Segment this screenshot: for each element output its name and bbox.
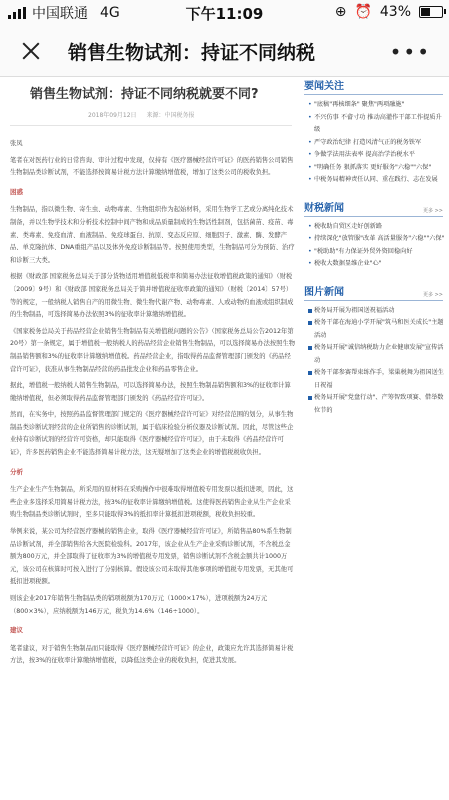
news-link[interactable]: 税务局开展"诚信纳税助力企业健康发展"宣传活动 xyxy=(308,342,445,367)
paragraph: 举例来说，某公司为经营医疗器械的销售企业，取得《医疗器械经营许可证》，所销售品80%系生物制品诊断试剂，并全部销售给各大医院检验科。2017年，该企业从生产企业采购诊断试剂，不含税总金额为800万元，并全部取得了征收率为3%的增值税专用发票，销售诊断试剂不含税金额共计1000万元，该公司在核算时可按入进行了分别核算。假设该公司未取得其他事项的增值税专用发票，无其他可抵扣进项税额。 xyxy=(10,528,294,586)
paragraph: 则该企业2017年销售生物制品类的销项税额为170万元（1000×17%），进项税额为24万元（800×3%），应纳税额为146万元，税负为14.6%（146÷1000）。 xyxy=(10,595,268,615)
news-link[interactable]: 税务干部参赛帮束练作手，梁巢税舞为祖国送生日祝福 xyxy=(308,367,445,392)
status-bar xyxy=(0,0,449,26)
carrier-label: 中国联通 xyxy=(32,6,88,22)
battery-percent: 43% xyxy=(379,4,411,20)
news-link[interactable]: • "底稿"再核细条" 聚焦"两项融施" xyxy=(308,99,445,112)
news-link[interactable]: 税务局开展"党盘行动"、产筹智致项赛、借举数位节的 xyxy=(308,392,445,417)
news-link[interactable]: • "明确任务 狠抓落实 更好服务"六稳""六保" xyxy=(308,162,445,175)
section-title: 图片新闻 xyxy=(304,286,344,298)
article-body xyxy=(0,138,296,668)
news-link[interactable]: • 税收助自贸区走好创新路 xyxy=(308,221,445,234)
section-title: 要闻关注 xyxy=(304,81,344,92)
section-header xyxy=(304,283,443,301)
clock: 下午11:09 xyxy=(185,4,264,23)
alarm-icon: ⏰ xyxy=(354,4,372,20)
news-link[interactable]: 税务干部在海迪小学开展"筑马和医关成长"主题活动 xyxy=(308,317,445,342)
news-link[interactable]: • 争做学法用法表率 提高治学治税水平 xyxy=(308,149,445,162)
section-header xyxy=(304,77,443,95)
news-list xyxy=(304,221,449,271)
section-heading: 困惑 xyxy=(10,187,23,196)
article-source: 来源：中国税务报 xyxy=(146,112,195,119)
news-list xyxy=(304,99,449,187)
section-heading: 分析 xyxy=(10,467,23,476)
web-content[interactable] xyxy=(0,77,449,800)
article-meta xyxy=(88,110,300,119)
nav-bar xyxy=(0,26,449,77)
paragraph: 据此，增值税一般纳税人销售生物制品，可以选择简易办法，按照生物制品销售额和3%的征收率计算缴纳增值税，但必须取得药品监督管理部门颁发的《药品经营许可证》。 xyxy=(10,382,291,402)
news-link[interactable]: • 严守政治纪律 打造风清气正的税务铁军 xyxy=(308,137,445,150)
paragraph: 生物制品，指以微生物、寄生虫、动物毒素、生物组织作为起始材料，采用生物学工艺或分离纯化技术制备，并以生物学技术和分析技术控制中间产物和成品质量制成的生物活性制剂，包括菌苗、疫苗、毒素、类毒素、免疫血清、血液制品、免疫球蛋白、抗原、变态反应原、细胞因子、激素、酶、发酵产品、单克隆抗体、DNA重组产品以及体外免疫诊断制品等。按照使用类型，生物制品可分为预防、治疗和诊断三大类。 xyxy=(10,206,295,264)
paragraph: 根据《财政部 国家税务总局关于部分货物适用增值税低税率和简易办法征收增值税政策的通知》（财税〔2009〕9号）和《财政部 国家税务总局关于简并增值税征收率政策的通知》（财税〔2014〕57号）等的规定，一般纳税人销售自产的用微生物、微生物代谢产物、动物毒素、人或动物的血液或组织制成的生物制品，可选择简易办法依照3%的征收率计算缴纳增值税。 xyxy=(10,273,294,319)
section-title: 财税新闻 xyxy=(304,202,344,214)
divider xyxy=(10,125,292,126)
author: 张凤 xyxy=(10,140,23,147)
photo-news-list xyxy=(304,305,449,418)
close-icon[interactable] xyxy=(12,31,52,71)
more-options-button[interactable]: ••• xyxy=(389,40,431,64)
paragraph: 笔者在对医药行业的日常咨询、审计过程中发现，仅持有《医疗器械经营许可证》的医药销售公司销售生物制品类诊断试剂，不能选择按简易计税方法计算缴纳增值税，增加了这类公司的税收负担。 xyxy=(10,156,294,177)
battery-icon xyxy=(419,6,443,18)
section-heading: 建议 xyxy=(10,626,23,635)
news-link[interactable]: • "税助助"有力保证外贸外资回稳向好 xyxy=(308,246,445,259)
paragraph: 生产企业生产生物制品，所采用的原材料在采购操作中很难取得增值税专用发票以抵扣进项，因此，这些企业多选择采用简易计税方法，按3%的征收率计算缴纳增值税。这使得医药销售企业从生产企业采购生物制品类诊断试剂时，至多只能取得3%的抵扣率计算抵扣进项税额，税收负担较重。 xyxy=(10,486,294,519)
sidebar xyxy=(304,77,449,800)
page-title: 销售生物试剂：持证不同纳税 xyxy=(68,41,316,64)
more-link[interactable]: 更多 >> xyxy=(423,207,443,214)
paragraph: 笔者建议，对于销售生物制品而只能取得《医疗器械经营许可证》的企业，政策应允许其选择简易计税方法，按3%的征收率计算缴纳增值税，以降低这类企业的税收负担，促进其发展。 xyxy=(10,644,294,665)
paragraph: 《国家税务总局关于药品经营企业销售生物制品有关增值税问题的公告》（国家税务总局公告2012年第20号）第一条规定，属于增值税一般纳税人的药品经营企业销售生物制品，可以选择简易办法按照生物制品销售额和3%的征收率计算缴纳增值税。药品经营企业，指取得药品监督管理部门颁发的《药品经营许可证》，获准从事生物制品经营的药品批发企业和药品零售企业。 xyxy=(10,327,296,373)
news-link[interactable]: 税务局开展为祖国送祝福活动 xyxy=(308,305,445,318)
news-link[interactable]: • 税收大数据显维企业"心" xyxy=(308,258,445,271)
news-link[interactable]: • 持续深化"放管服"改革 高活量服务"六稳""六保" xyxy=(308,233,445,246)
battery-fill xyxy=(421,8,430,16)
network-label: 4G xyxy=(100,5,120,21)
news-link[interactable]: • 不兴仿事 不畲寸功 推动高灌作干部工作提质升级 xyxy=(308,112,445,137)
section-header xyxy=(304,199,443,217)
location-icon: ⊕ xyxy=(334,4,347,20)
article xyxy=(0,77,300,800)
paragraph: 然而，在实务中，按照药品监督管理部门规定的《医疗器械经营许可证》对经营范围的划分，从事生物制品类诊断试剂经营的企业所销售的诊断试剂，属于临床检验分析仪器及诊断试剂。因此，尽管这些企业持有诊断试剂的经营许可资格，却只能取得《医疗器械经营许可证》，由于未取得《药品经营许可证》，许多医药销售企业不能选择简易计税方法，这无疑增加了这类企业的增值税税收负担。 xyxy=(10,411,294,457)
article-title: 销售生物试剂：持证不同纳税就要不同? xyxy=(30,87,259,102)
more-link[interactable]: 更多 >> xyxy=(423,291,443,298)
article-date: 2018年09月12日 xyxy=(88,112,137,119)
news-link[interactable]: • 中税务局精神责任认同、重在践行、志在发展 xyxy=(308,174,445,187)
